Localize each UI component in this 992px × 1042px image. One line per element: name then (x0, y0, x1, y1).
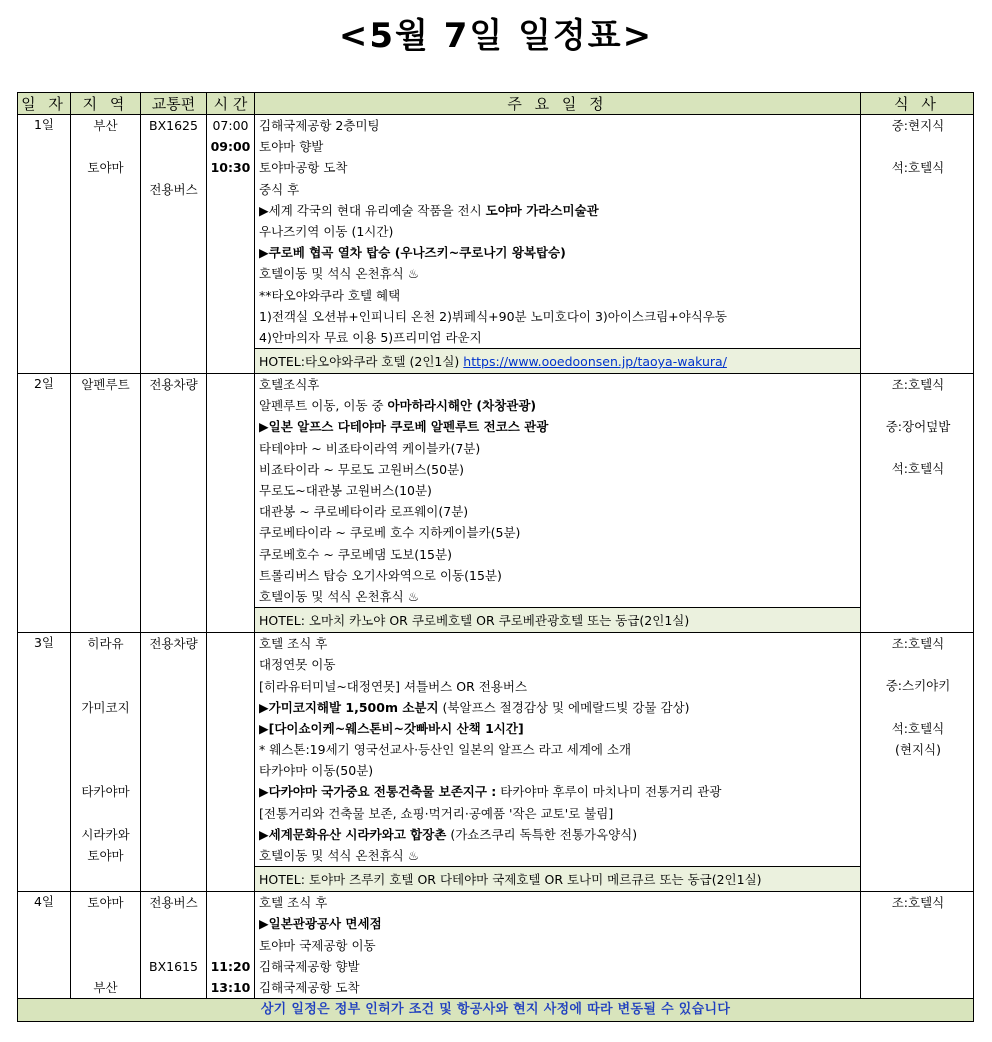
schedule-line: 호텔조식후 (259, 377, 320, 393)
time-cell (207, 374, 255, 633)
header-meal: 식 사 (861, 93, 974, 115)
region: 토야마 (87, 160, 124, 176)
transport: BX1615 (149, 958, 198, 974)
time (207, 913, 254, 934)
transport (141, 221, 206, 242)
day-label: 4일 (33, 894, 55, 910)
time (207, 306, 254, 327)
region-cell (71, 633, 141, 892)
day-label-cell (18, 374, 71, 633)
meal-cell (861, 374, 974, 633)
day-row-3 (18, 633, 974, 892)
schedule-line: ▶쿠로베 협곡 열차 탑승 (우나즈키~쿠로나기 왕복탑승) (259, 245, 566, 261)
transport (141, 977, 206, 998)
hotel-name: HOTEL:타오야와쿠라 호텔 (2인1실) (259, 354, 460, 370)
day-label-cell (18, 633, 71, 892)
schedule-line: 쿠로베호수 ~ 쿠로베댐 도보(15분) (259, 546, 452, 562)
time (207, 179, 254, 200)
transport: 전용버스 (149, 181, 198, 197)
meal-cell (861, 633, 974, 892)
schedule-cell (255, 374, 861, 633)
region: 가미코지 (81, 699, 130, 715)
schedule-line: 호텔 조식 후 (259, 636, 328, 652)
region (71, 760, 140, 781)
header-day: 일 자 (18, 93, 71, 115)
region-cell (71, 892, 141, 999)
region (71, 200, 140, 221)
region (71, 263, 140, 284)
schedule-cell (255, 633, 861, 892)
schedule-line: [히라유터미널~대정연못] 셔틀버스 OR 전용버스 (259, 678, 528, 694)
meal-item: 중:스키야키 (885, 678, 951, 694)
region (71, 913, 140, 934)
meal-cell (861, 115, 974, 374)
hotel-info (255, 348, 860, 373)
schedule-line: 알펜루트 이동, 이동 중 아마하라시해안 (차창관광) (259, 398, 537, 414)
schedule-line: 대정연못 이동 (259, 657, 336, 673)
transport (141, 263, 206, 284)
time (207, 327, 254, 348)
time-cell (207, 115, 255, 374)
schedule-line: 토야마공항 도착 (259, 160, 348, 176)
schedule-line: ▶일본관광공사 면세점 (259, 916, 382, 932)
transport-cell (141, 115, 207, 374)
time (207, 935, 254, 956)
transport: 전용차량 (149, 636, 198, 652)
transport-cell (141, 892, 207, 999)
time (207, 285, 254, 306)
schedule-line: 대관봉 ~ 쿠로베타이라 로프웨이(7분) (259, 504, 469, 520)
transport: 전용버스 (149, 895, 198, 911)
day-label: 1일 (33, 117, 55, 132)
transport (141, 136, 206, 157)
schedule-line: 김해국제공항 향발 (259, 958, 360, 974)
transport (141, 913, 206, 934)
region (71, 803, 140, 824)
region: 부산 (93, 979, 118, 995)
time-cell (207, 892, 255, 999)
time: 10:30 (210, 160, 251, 176)
footer-notice: 상기 일정은 정부 인허가 조건 및 항공사와 현지 사정에 따라 변동될 수 있습니다 (18, 999, 973, 1021)
transport-cell (141, 374, 207, 633)
schedule-line: 무로도~대관봉 고원버스(10분) (259, 483, 432, 498)
region: 타카야마 (81, 784, 130, 800)
schedule-line: 토야마 향발 (259, 139, 324, 155)
region-cell (71, 115, 141, 374)
region (71, 221, 140, 242)
region (71, 306, 140, 327)
hotel-info (255, 866, 860, 891)
schedule-line: ▶가미코지해발 1,500m 소분지 (북알프스 절경감상 및 에메랄드빛 강물 감상) (259, 699, 690, 715)
transport (141, 200, 206, 221)
header-row (18, 93, 974, 115)
schedule-line: 트롤리버스 탑승 오기사와역으로 이동(15분) (259, 567, 502, 583)
schedule-line: [전통거리와 건축물 보존, 쇼핑·먹거리·공예품 '작은 교토'로 불림] (259, 805, 614, 821)
transport (141, 242, 206, 263)
meal-item: 조:호텔식 (891, 636, 945, 652)
region (71, 327, 140, 348)
time: 13:10 (210, 979, 251, 995)
schedule-line: ▶일본 알프스 다테야마 쿠로베 알펜루트 전코스 관광 (259, 419, 549, 435)
transport (141, 935, 206, 956)
schedule-line: 4)안마의자 무료 이용 5)프리미엄 라운지 (259, 329, 482, 345)
transport (141, 285, 206, 306)
schedule-line: 김해국제공항 2층미팅 (259, 118, 380, 133)
schedule-line: ▶세계문화유산 시라카와고 합장촌 (가쇼즈쿠리 독특한 전통가옥양식) (259, 826, 638, 842)
schedule-line: 호텔이동 및 석식 온천휴식 ♨ (259, 848, 419, 863)
schedule-line: **타오야와쿠라 호텔 혜택 (259, 287, 401, 303)
header-transport: 교통편 (141, 93, 207, 115)
transport (141, 327, 206, 348)
region: 히라유 (87, 636, 124, 652)
region (71, 136, 140, 157)
meal-item: 중:현지식 (891, 118, 945, 133)
meal-item: 석:호텔식 (891, 720, 945, 736)
region: 토야마 (87, 895, 124, 911)
meal-item: 석:호텔식 (891, 461, 945, 477)
region: 부산 (93, 118, 118, 133)
region (71, 956, 140, 977)
meal-item: 조:호텔식 (891, 377, 945, 393)
transport (141, 348, 206, 369)
region (71, 654, 140, 675)
schedule-cell (255, 115, 861, 374)
day-label-cell (18, 892, 71, 999)
day-label: 3일 (33, 635, 55, 651)
time: 09:00 (210, 139, 251, 155)
time (207, 892, 254, 913)
hotel-info (255, 607, 860, 632)
transport: BX1625 (149, 118, 198, 133)
region (71, 179, 140, 200)
schedule-line: ▶세계 각국의 현대 유리예술 작품을 전시 도야마 가라스미술관 (259, 202, 599, 218)
schedule-line: 쿠로베타이라 ~ 쿠로베 호수 지하케이블카(5분) (259, 525, 521, 541)
transport (141, 157, 206, 178)
region (71, 242, 140, 263)
schedule-line: 호텔 조식 후 (259, 895, 328, 911)
meal-item: 중:장어덮밥 (885, 419, 951, 435)
meal-cell (861, 892, 974, 999)
region (71, 348, 140, 369)
page-title: <5월 7일 일정표> (338, 16, 654, 56)
schedule-line: 호텔이동 및 석식 온천휴식 ♨ (259, 266, 419, 282)
schedule-line: 중식 후 (259, 181, 300, 197)
schedule-line: 우나즈키역 이동 (1시간) (259, 223, 394, 239)
schedule-line: 김해국제공항 도착 (259, 979, 360, 995)
transport (141, 306, 206, 327)
time (207, 242, 254, 263)
time (207, 200, 254, 221)
region (71, 718, 140, 739)
meal-item: (현지식) (895, 741, 941, 757)
region (71, 935, 140, 956)
meal-item: 조:호텔식 (891, 895, 945, 911)
schedule-line: 비죠타이라 ~ 무로도 고원버스(50분) (259, 461, 465, 477)
region (71, 676, 140, 697)
schedule-cell (255, 892, 861, 999)
day-row-1 (18, 115, 974, 374)
hotel-name: HOTEL: 토야마 즈루키 호텔 OR 다테야마 국제호텔 OR 토나미 메르큐르 또는 동급(2인1실) (259, 872, 762, 888)
schedule-line: 호텔이동 및 석식 온천휴식 ♨ (259, 588, 419, 604)
time (207, 263, 254, 284)
day-label: 2일 (33, 376, 55, 392)
schedule-line: 토야마 국제공항 이동 (259, 937, 376, 953)
time (207, 221, 254, 242)
region: 알펜루트 (81, 377, 130, 393)
region: 시라카와 (81, 826, 130, 842)
day-row-4 (18, 892, 974, 999)
day-row-2 (18, 374, 974, 633)
header-time: 시 간 (207, 93, 255, 115)
region: 토야마 (87, 848, 124, 863)
region (71, 285, 140, 306)
time: 11:20 (210, 958, 251, 974)
time-cell (207, 633, 255, 892)
schedule-line: 1)전객실 오션뷰+인피니티 온천 2)뷔페식+90분 노미호다이 3)아이스크림+야식우동 (259, 308, 727, 324)
schedule-line: ▶[다이쇼이케~웨스톤비~갓빠바시 산책 1시간] (259, 720, 524, 736)
hotel-link[interactable]: https://www.ooedoonsen.jp/taoya-wakura/ (463, 354, 727, 370)
header-schedule: 주 요 일 정 (255, 93, 861, 115)
hotel-name: HOTEL: 오마치 카노야 OR 쿠로베호텔 OR 쿠로베관광호텔 또는 동급(2인1실) (259, 613, 690, 629)
transport: 전용차량 (149, 377, 198, 393)
header-region: 지 역 (71, 93, 141, 115)
time: 07:00 (212, 118, 249, 133)
transport-cell (141, 633, 207, 892)
schedule-table (17, 92, 974, 1022)
day-label-cell (18, 115, 71, 374)
region-cell (71, 374, 141, 633)
schedule-line: 타카야마 이동(50분) (259, 763, 374, 779)
schedule-line: ▶다카야마 국가중요 전통건축물 보존지구 : 타카야마 후루이 마치나미 전통거리 관광 (259, 784, 722, 800)
schedule-line: * 웨스톤:19세기 영국선교사·등산인 일본의 알프스 라고 세계에 소개 (259, 742, 632, 758)
region (71, 739, 140, 760)
time (207, 348, 254, 369)
schedule-line: 타테야마 ~ 비죠타이라역 케이블카(7분) (259, 440, 481, 456)
meal-item: 석:호텔식 (891, 160, 945, 176)
